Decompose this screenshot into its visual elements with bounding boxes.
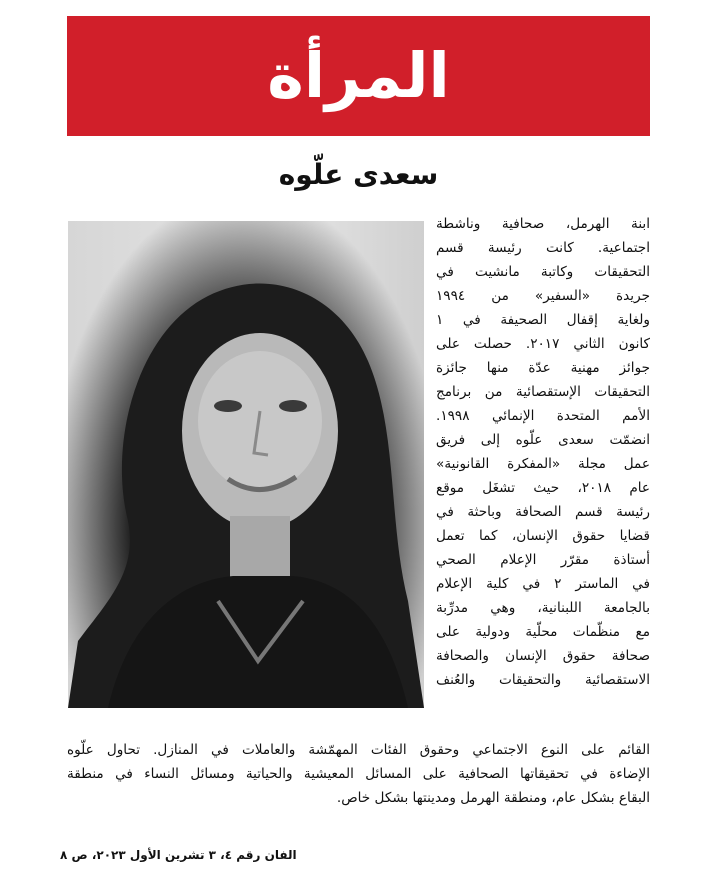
author-name: سعدى علّوه — [278, 158, 439, 191]
article-line: اجتماعية. كانت رئيسة قسم — [436, 240, 650, 256]
article-line: جوائز مهنية عدّة منها جائزة — [436, 360, 650, 376]
article-line: بالجامعة اللبنانية، وهي مدرِّبة — [436, 600, 650, 616]
article-line: التحقيقات الإستقصائية من برنامج — [436, 384, 650, 400]
page-footer: الفان رقم ٤، ٣ تشرين الأول ٢٠٢٣، ص ٨ — [60, 848, 297, 862]
article-line: عام ٢٠١٨، حيث تشغَل موقع — [436, 480, 650, 496]
article-line: البقاع بشكل عام، ومنطقة الهرمل ومدينتها بشكل خاص. — [336, 790, 650, 806]
article-line: جريدة «السفير» من ١٩٩٤ — [436, 288, 650, 304]
article-line: أستاذة مقرّر الإعلام الصحي — [436, 552, 650, 568]
article-line: مع منظّمات محلّية ودولية على — [436, 624, 650, 640]
article-column — [436, 212, 650, 692]
article-line: انضمّت سعدى علّوه إلى فريق — [436, 432, 650, 448]
article-line: في الماستر ٢ في كلية الإعلام — [436, 576, 650, 592]
article-line: ولغاية إقفال الصحيفة في ١ — [436, 312, 650, 328]
portrait-photo-icon — [68, 221, 424, 708]
article-line: التحقيقات وكاتبة مانشيت في — [436, 264, 650, 280]
section-title: المرأة — [267, 39, 450, 112]
article-line: ابنة الهرمل، صحافية وناشطة — [436, 216, 650, 232]
article-line: عمل مجلة «المفكرة القانونية» — [436, 456, 650, 472]
article-line: رئيسة قسم الصحافة وباحثة في — [436, 504, 650, 520]
section-banner — [67, 16, 650, 136]
article-continuation — [67, 738, 650, 810]
article-line: الإضاءة في تحقيقاتها الصحافية على المسائل المعيشية والحياتية ومسائل النساء في منطقة — [67, 766, 650, 782]
article-line: الأمم المتحدة الإنمائي ١٩٩٨. — [436, 408, 650, 424]
author-portrait — [68, 221, 424, 708]
article-line: الاستقصائية والتحقيقات والعُنف — [436, 672, 650, 688]
article-line: القائم على النوع الاجتماعي وحقوق الفئات المهمّشة والعاملات في المنازل. تحاول علّوه — [67, 742, 650, 758]
article-line: صحافة حقوق الإنسان والصحافة — [436, 648, 650, 664]
article-line: كانون الثاني ٢٠١٧. حصلت على — [436, 336, 650, 352]
article-line: قضايا حقوق الإنسان، كما تعمل — [436, 528, 650, 544]
